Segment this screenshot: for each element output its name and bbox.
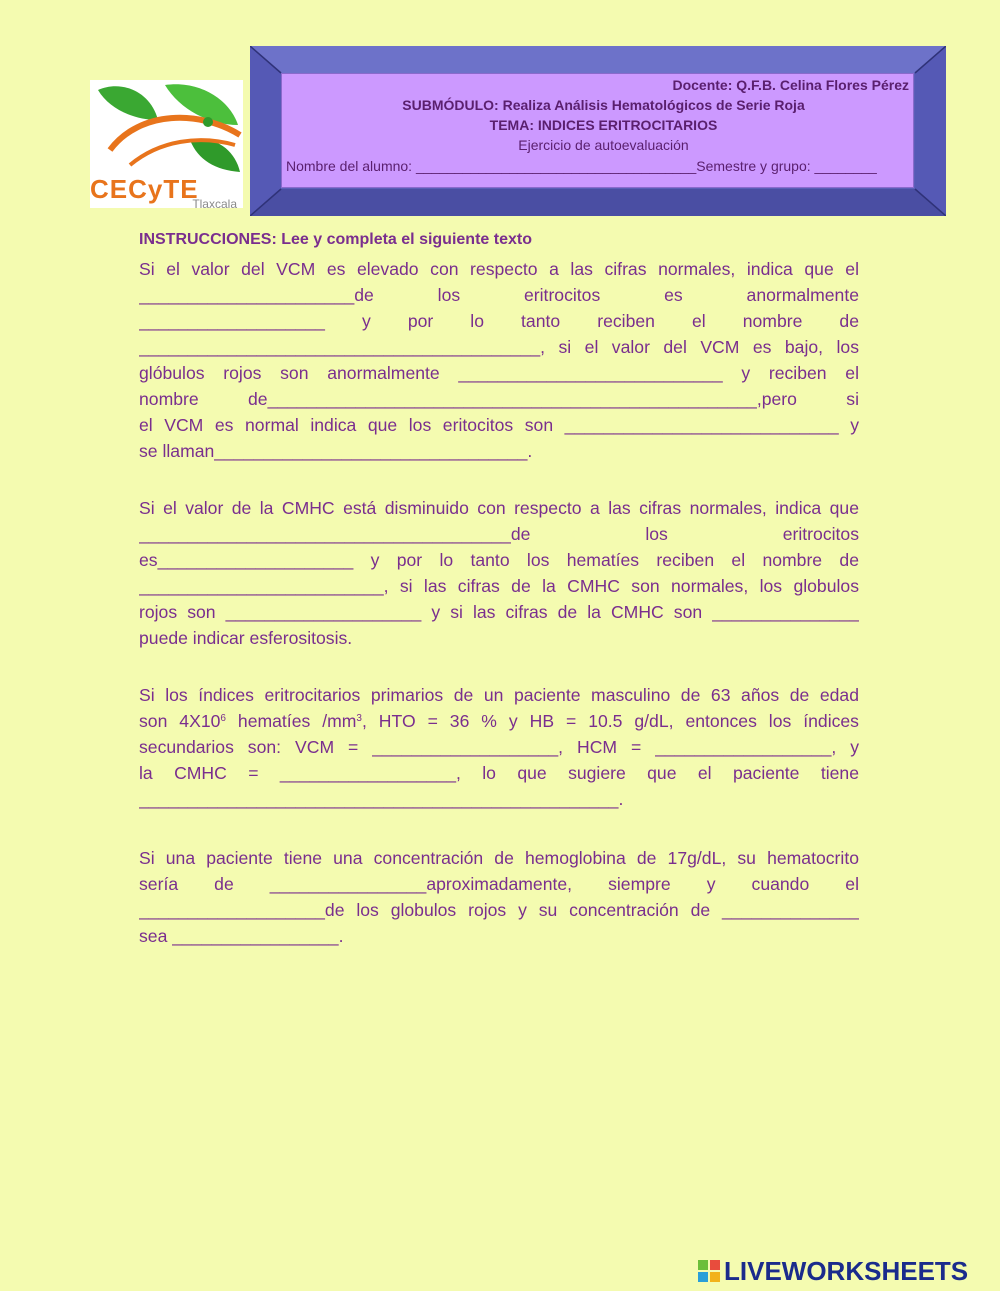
text-line[interactable]: ___________________de los globulos rojos y su concentración de ______________ <box>139 900 859 920</box>
text-fragment: , HTO = 36 % y HB = 10.5 g/dL, entonces los índices <box>361 711 859 731</box>
text-line[interactable]: es____________________ y por lo tanto los hematíes reciben el nombre de <box>139 550 859 570</box>
paragraph-cmhc <box>139 495 859 651</box>
text-line[interactable]: glóbulos rojos son anormalmente ___________________________ y reciben el <box>139 363 859 383</box>
tema: TEMA: INDICES ERITROCITARIOS <box>489 117 718 133</box>
paragraph-indices <box>139 682 859 812</box>
header-panel <box>281 73 914 188</box>
leaf-emblem-icon <box>90 80 243 180</box>
text-line: Si los índices eritrocitarios primarios de un paciente masculino de 63 años de edad <box>139 685 859 705</box>
text-line[interactable]: rojos son ____________________ y si las cifras de la CMHC son _______________ <box>139 602 859 622</box>
text-line[interactable]: Si el valor del VCM es elevado con respecto a las cifras normales, indica que el <box>139 259 859 279</box>
text-line[interactable]: _________________________________________, si el valor del VCM es bajo, los <box>139 337 859 357</box>
text-line[interactable]: sea _________________. <box>139 926 344 946</box>
instructions-heading: INSTRUCCIONES: Lee y completa el siguiente texto <box>139 231 532 248</box>
superscript: 3 <box>356 713 362 724</box>
submodulo: SUBMÓDULO: Realiza Análisis Hematológicos de Serie Roja <box>402 97 805 113</box>
liveworksheets-icon <box>698 1260 720 1282</box>
text-line: puede indicar esferositosis. <box>139 628 353 648</box>
ejercicio: Ejercicio de autoevaluación <box>518 137 689 153</box>
text-line[interactable]: secundarios son: VCM = ___________________, HCM = __________________, y <box>139 737 859 757</box>
text-fragment: hematíes /mm <box>225 711 357 731</box>
text-line[interactable]: nombre de__________________________________________________,pero si <box>139 389 859 409</box>
docente: Docente: Q.F.B. Celina Flores Pérez <box>672 77 909 93</box>
text-line[interactable]: sería de ________________aproximadamente, siempre y cuando el <box>139 874 859 894</box>
paragraph-vcm <box>139 256 859 464</box>
text-line[interactable]: ______________________de los eritrocitos es anormalmente <box>139 285 859 305</box>
text-line: Si una paciente tiene una concentración de hemoglobina de 17g/dL, su hematocrito <box>139 848 859 868</box>
text-line[interactable]: _________________________, si las cifras de la CMHC son normales, los globulos <box>139 576 859 596</box>
liveworksheets-brand <box>698 1257 968 1285</box>
nombre-field[interactable]: Nombre del alumno: ____________________________________Semestre y grupo: ________ <box>286 158 877 174</box>
text-line[interactable]: ______________________________________de los eritrocitos <box>139 524 859 544</box>
text-line[interactable]: _________________________________________________. <box>139 789 624 809</box>
text-line[interactable]: se llaman________________________________. <box>139 441 533 461</box>
logo-subtitle: Tlaxcala <box>192 197 237 211</box>
text-line[interactable]: Si el valor de la CMHC está disminuido con respecto a las cifras normales, indica que <box>139 498 859 518</box>
text-line <box>139 708 859 734</box>
superscript: 6 <box>220 713 226 724</box>
text-line[interactable]: la CMHC = __________________, lo que sugiere que el paciente tiene <box>139 763 859 783</box>
header-frame <box>250 46 946 216</box>
logo-name: CECyTE <box>90 174 199 204</box>
text-line[interactable]: ___________________ y por lo tanto reciben el nombre de <box>139 311 859 331</box>
text-line[interactable]: el VCM es normal indica que los eritocitos son ____________________________ y <box>139 415 859 435</box>
paragraph-hematocrito <box>139 845 859 949</box>
text-fragment: son 4X10 <box>139 711 221 731</box>
brand-text: LIVEWORKSHEETS <box>724 1255 969 1286</box>
cecyte-logo <box>90 80 243 211</box>
